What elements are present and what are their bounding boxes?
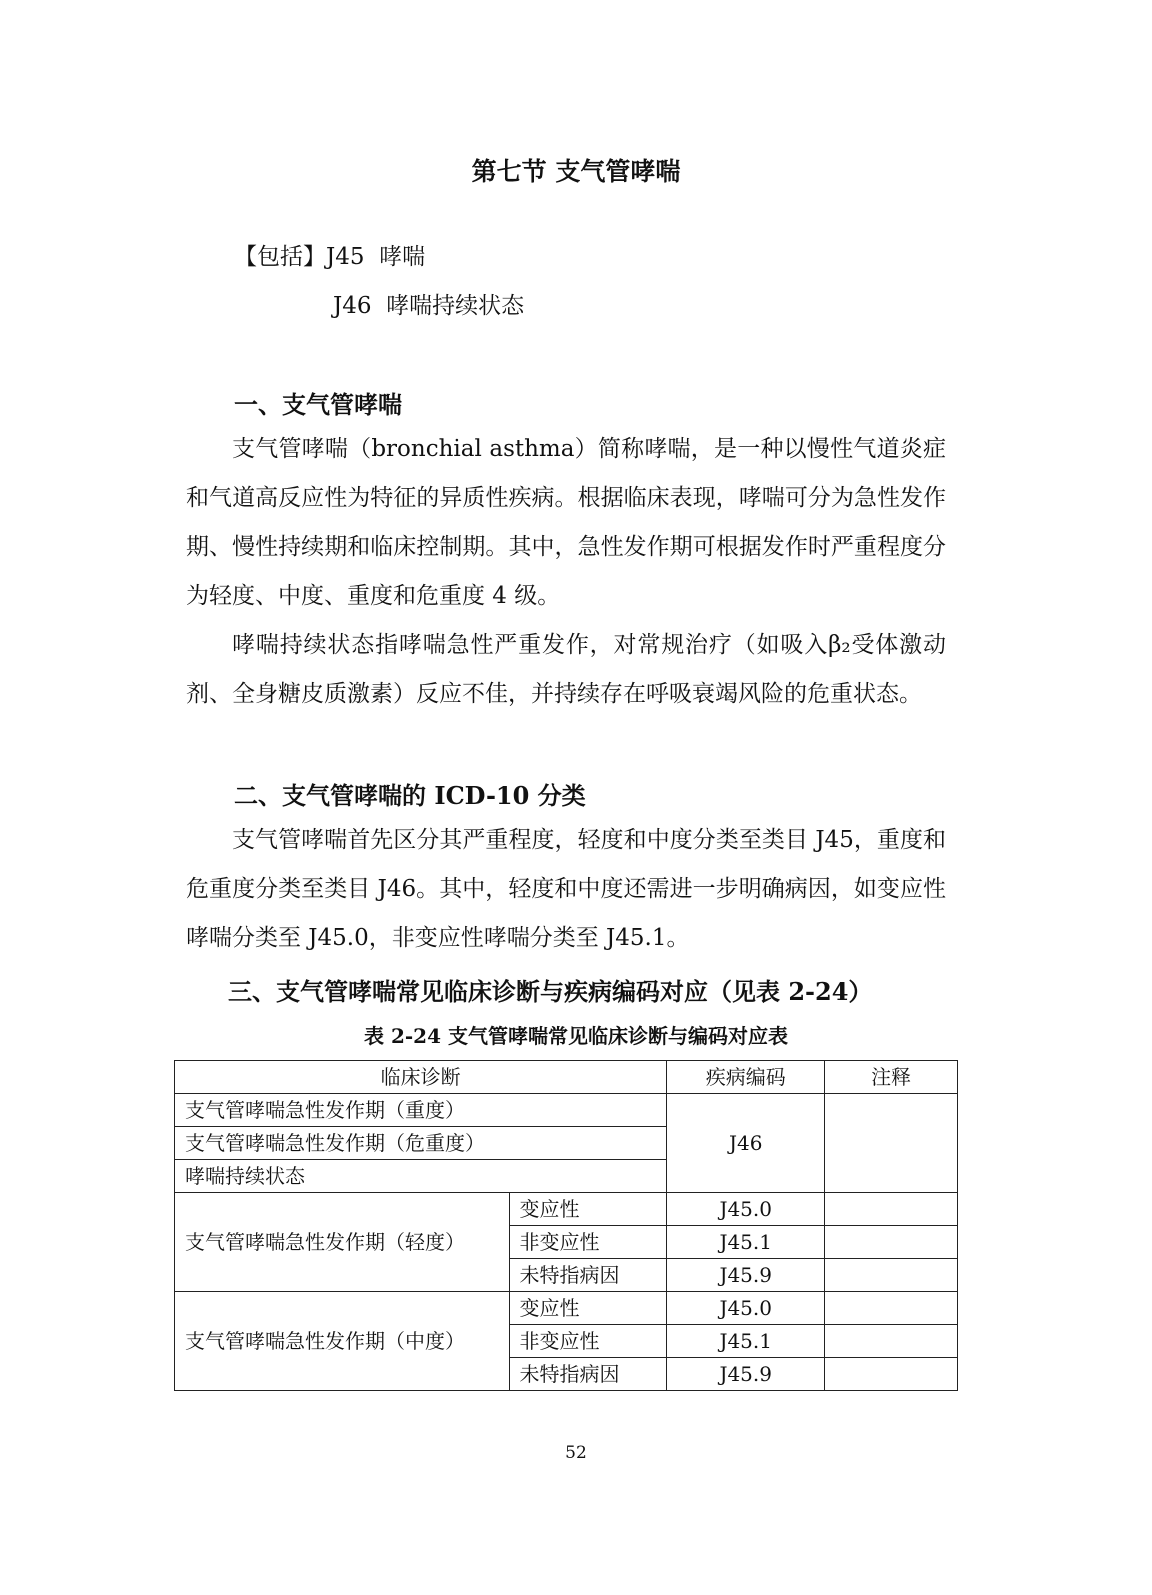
cause-cell: 非变应性	[509, 1325, 667, 1358]
include-code: J45	[326, 244, 365, 270]
part1-body	[186, 425, 946, 719]
cause-cell: 变应性	[509, 1292, 667, 1325]
cause-cell: 非变应性	[509, 1226, 667, 1259]
include-line-1	[234, 238, 425, 271]
diagnosis-cell: 支气管哮喘急性发作期（危重度）	[175, 1127, 667, 1160]
code-cell: J45.0	[667, 1292, 825, 1325]
table-row	[175, 1292, 958, 1325]
note-cell	[825, 1259, 958, 1292]
code-cell: J45.1	[667, 1325, 825, 1358]
code-cell: J45.1	[667, 1226, 825, 1259]
diagnosis-cell: 支气管哮喘急性发作期（重度）	[175, 1094, 667, 1127]
code-cell: J45.9	[667, 1358, 825, 1391]
header-code: 疾病编码	[667, 1061, 825, 1094]
code-cell: J45.9	[667, 1259, 825, 1292]
cause-cell: 未特指病因	[509, 1259, 667, 1292]
heading-part2: 二、支气管哮喘的 ICD-10 分类	[234, 781, 586, 810]
cause-cell: 未特指病因	[509, 1358, 667, 1391]
code-cell: J46	[667, 1094, 825, 1193]
note-cell	[825, 1325, 958, 1358]
include-name: 哮喘持续状态	[386, 293, 525, 319]
header-diagnosis: 临床诊断	[175, 1061, 667, 1094]
note-cell	[825, 1226, 958, 1259]
note-cell	[825, 1094, 958, 1193]
note-cell	[825, 1292, 958, 1325]
heading-part1: 一、支气管哮喘	[234, 390, 402, 419]
code-cell: J45.0	[667, 1193, 825, 1226]
include-code: J46	[333, 293, 372, 319]
table-caption: 表 2-24 支气管哮喘常见临床诊断与编码对应表	[364, 1024, 788, 1048]
paragraph: 支气管哮喘（bronchial asthma）简称哮喘，是一种以慢性气道炎症和气道高反应性为特征的异质性疾病。根据临床表现，哮喘可分为急性发作期、慢性持续期和临床控制期。其中，急性发作期可根据发作时严重程度分为轻度、中度、重度和危重度 4 级。	[186, 436, 946, 609]
diagnosis-cell: 哮喘持续状态	[175, 1160, 667, 1193]
heading-part3: 三、支气管哮喘常见临床诊断与疾病编码对应（见表 2-24）	[228, 977, 873, 1006]
diagnosis-cell: 支气管哮喘急性发作期（轻度）	[175, 1193, 510, 1292]
note-cell	[825, 1358, 958, 1391]
diagnosis-cell: 支气管哮喘急性发作期（中度）	[175, 1292, 510, 1391]
include-name: 哮喘	[379, 244, 426, 270]
header-note: 注释	[825, 1061, 958, 1094]
note-cell	[825, 1193, 958, 1226]
part2-body	[186, 816, 946, 963]
table-row	[175, 1094, 958, 1127]
table-header-row	[175, 1061, 958, 1094]
section-title: 第七节 支气管哮喘	[471, 157, 681, 186]
paragraph: 支气管哮喘首先区分其严重程度，轻度和中度分类至类目 J45，重度和危重度分类至类目 J46。其中，轻度和中度还需进一步明确病因，如变应性哮喘分类至 J45.0，非变应性哮喘分类至 J45.1。	[186, 827, 946, 951]
include-label: 【包括】	[234, 244, 326, 270]
paragraph: 哮喘持续状态指哮喘急性严重发作，对常规治疗（如吸入β₂受体激动剂、全身糖皮质激素）反应不佳，并持续存在呼吸衰竭风险的危重状态。	[186, 632, 946, 707]
diagnosis-code-table	[174, 1060, 958, 1391]
include-line-2	[333, 287, 524, 320]
cause-cell: 变应性	[509, 1193, 667, 1226]
table-row	[175, 1193, 958, 1226]
page-number: 52	[565, 1443, 587, 1463]
